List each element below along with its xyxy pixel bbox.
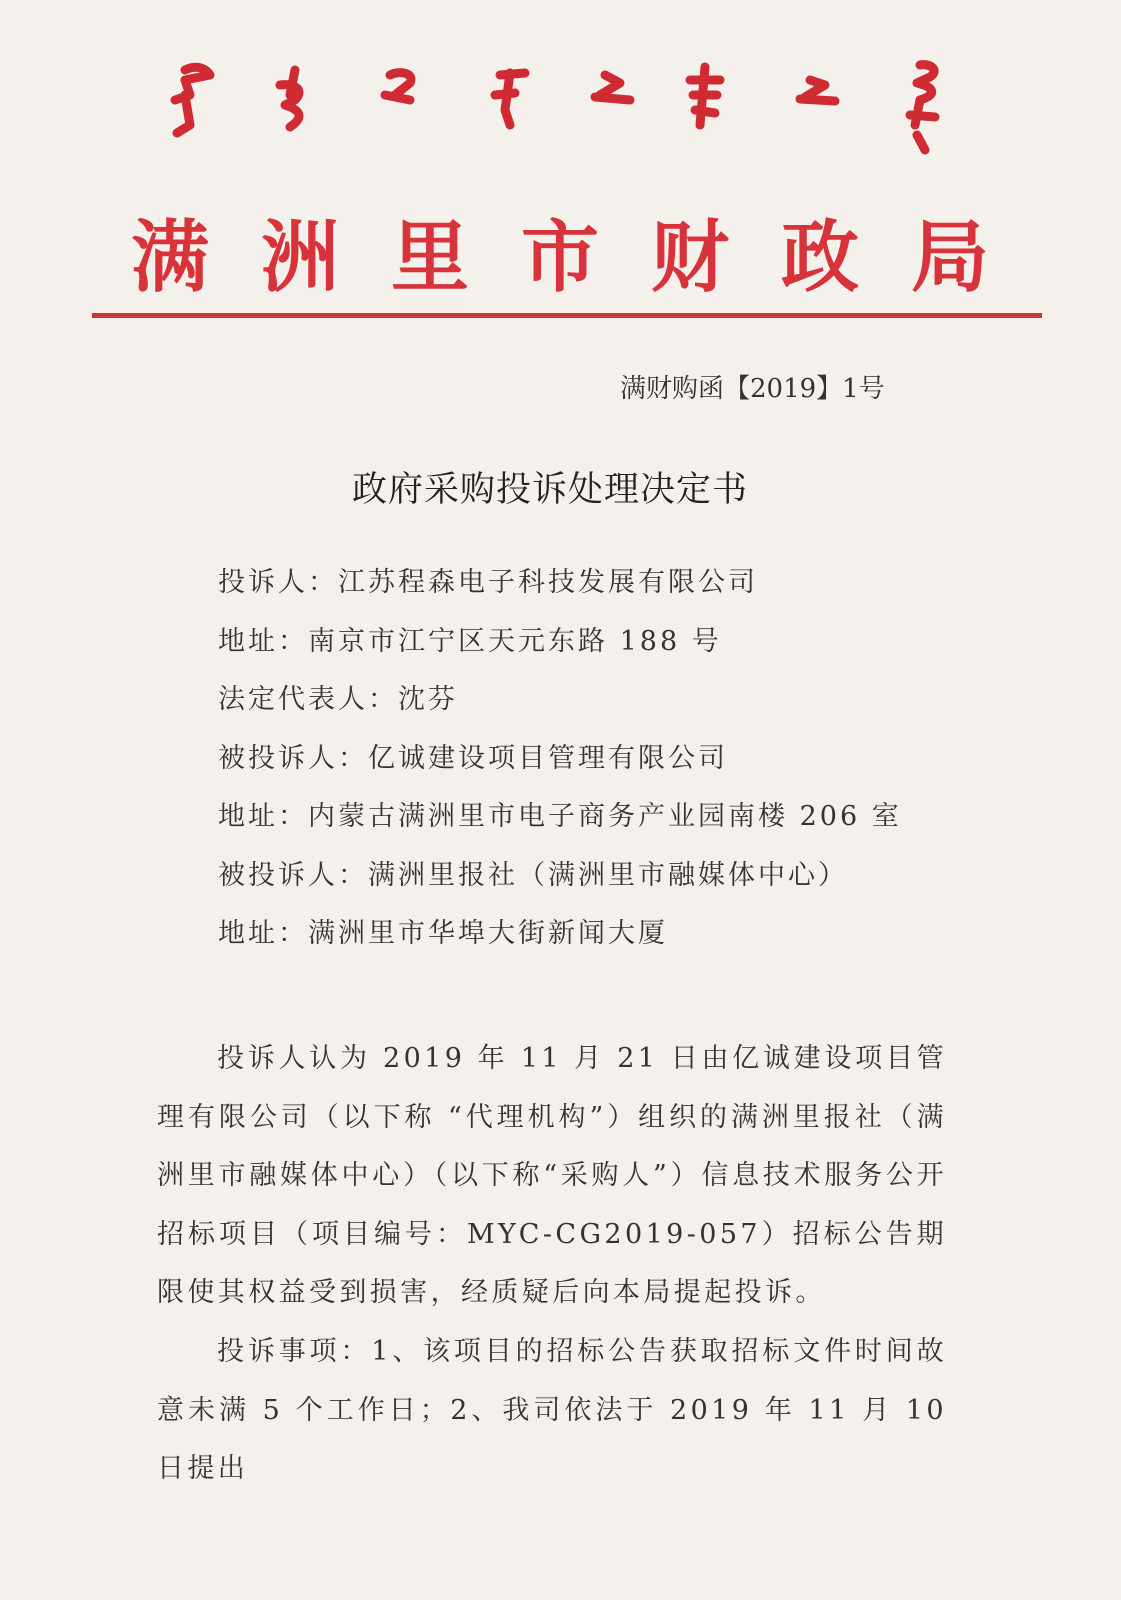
complainant-address: 地址：南京市江宁区天元东路 188 号: [218, 625, 722, 657]
document-number: 满财购函【2019】1号: [620, 374, 885, 404]
party-list: [218, 562, 1018, 972]
respondent-purchaser: 被投诉人：满洲里报社（满洲里市融媒体中心）: [218, 859, 848, 891]
respondent-agency: 被投诉人：亿诚建设项目管理有限公司: [218, 742, 728, 774]
respondent-purchaser-address: 地址：满洲里市华埠大街新闻大厦: [218, 918, 668, 949]
complainant: 投诉人：江苏程森电子科技发展有限公司: [218, 567, 758, 598]
org-char: 财: [650, 211, 729, 303]
respondent-agency-address: 地址：内蒙古满洲里市电子商务产业园南楼 206 室: [218, 801, 902, 832]
org-char: 市: [520, 211, 599, 303]
legal-representative: 法定代表人：沈芬: [218, 684, 458, 715]
document-body: [157, 1030, 947, 1499]
org-char: 洲: [260, 211, 339, 303]
paragraph-complaint-matters: 投诉事项：1、该项目的招标公告获取招标文件时间故意未满 5 个工作日；2、我司依法于 2019 年 11 月 10 日提出: [157, 1335, 947, 1485]
mongolian-script-seal-icon: [165, 55, 965, 170]
red-divider-line: [92, 313, 1042, 318]
org-char: 满: [130, 211, 209, 303]
paragraph-complaint-background: 投诉人认为 2019 年 11 月 21 日由亿诚建设项目管理有限公司（以下称 “代理机构”）组织的满洲里报社（满洲里市融媒体中心）（以下称“采购人”）信息技术服务公开招标项目（项目编号：MYC-CG2019-057）招标公告期限使其权益受到损害，经质疑后向本局提起投诉。: [157, 1043, 947, 1309]
org-char: 里: [390, 211, 469, 303]
org-char: 政: [780, 211, 859, 303]
org-char: 局: [910, 211, 989, 303]
issuing-authority-title: [110, 198, 1010, 303]
mongolian-script-header: [165, 55, 965, 170]
document-title: 政府采购投诉处理决定书: [351, 470, 748, 510]
